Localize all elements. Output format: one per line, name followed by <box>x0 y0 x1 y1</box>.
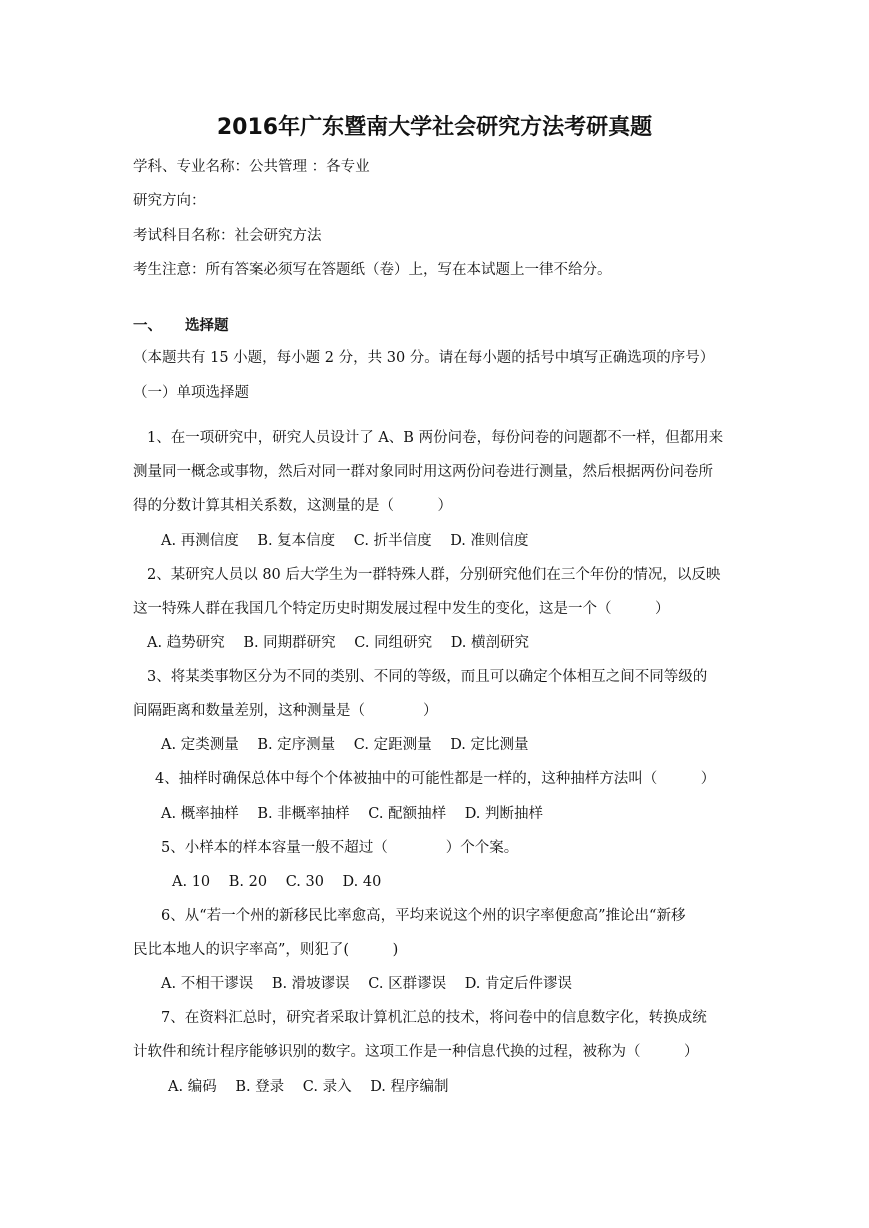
question-6-line-1: 6、从“若一个州的新移民比率愈高，平均来说这个州的识字率便愈高”推论出“新移 <box>161 908 686 924</box>
question-1-options <box>161 534 543 549</box>
option-b: B. 20 <box>228 874 268 890</box>
question-7-line-1: 7、在资料汇总时，研究者采取计算机汇总的技术，将问卷中的信息数字化，转换成统 <box>161 1010 707 1026</box>
option-b: B. 非概率抽样 <box>257 806 350 822</box>
question-6-line-2: 民比本地人的识字率高”，则犯了( ) <box>133 942 399 958</box>
option-b: B. 滑坡谬误 <box>271 976 350 992</box>
option-c: C. 配额抽样 <box>368 806 447 822</box>
option-b: B. 复本信度 <box>257 533 336 549</box>
option-d: D. 40 <box>342 874 382 890</box>
option-a: A. 定类测量 <box>161 737 239 753</box>
question-7-options <box>168 1080 463 1095</box>
option-c: C. 同组研究 <box>354 635 433 651</box>
question-5-options <box>172 875 395 890</box>
question-3-line-2: 间隔距离和数量差别，这种测量是（ ） <box>133 703 438 719</box>
option-b: B. 定序测量 <box>257 737 336 753</box>
header-direction: 研究方向： <box>133 193 206 209</box>
question-1-line-1: 1、在一项研究中，研究人员设计了 A、B 两份问卷，每份问卷的问题都不一样，但都用来 <box>147 430 724 446</box>
question-2-options <box>147 636 543 651</box>
header-notice: 考生注意：所有答案必须写在答题纸（卷）上，写在本试题上一律不给分。 <box>133 262 612 278</box>
option-d: D. 横剖研究 <box>450 635 530 651</box>
option-d: D. 肯定后件谬误 <box>464 976 573 992</box>
question-3-options <box>161 738 543 753</box>
question-4-line-1: 4、抽样时确保总体中每个个体被抽中的可能性都是一样的，这种抽样方法叫（ ） <box>155 771 716 787</box>
option-b: B. 登录 <box>235 1079 285 1095</box>
section-title: 选择题 <box>185 318 229 334</box>
option-a: A. 编码 <box>168 1079 217 1095</box>
question-1-line-2: 测量同一概念或事物，然后对同一群对象同时用这两份问卷进行测量，然后根据两份问卷所 <box>133 464 713 480</box>
option-b: B. 同期群研究 <box>243 635 336 651</box>
option-c: C. 区群谬误 <box>368 976 447 992</box>
option-c: C. 折半信度 <box>353 533 432 549</box>
question-5-line-1: 5、小样本的样本容量一般不超过（ ）个个案。 <box>161 840 519 856</box>
option-d: D. 判断抽样 <box>464 806 544 822</box>
option-a: A. 趋势研究 <box>147 635 225 651</box>
header-exam-name: 考试科目名称：社会研究方法 <box>133 228 322 244</box>
question-4-options <box>161 807 557 822</box>
option-c: C. 定距测量 <box>353 737 432 753</box>
question-6-options <box>161 977 586 992</box>
question-2-line-1: 2、某研究人员以 80 后大学生为一群特殊人群，分别研究他们在三个年份的情况，以反映 <box>147 567 721 583</box>
option-a: A. 概率抽样 <box>161 806 239 822</box>
section-number: 一、 <box>133 318 162 334</box>
question-3-line-1: 3、将某类事物区分为不同的类别、不同的等级，而且可以确定个体相互之间不同等级的 <box>147 669 708 685</box>
section-description: （本题共有 15 小题，每小题 2 分，共 30 分。请在每小题的括号中填写正确选项的序号） <box>133 350 715 366</box>
option-a: A. 再测信度 <box>161 533 239 549</box>
question-2-line-2: 这一特殊人群在我国几个特定历史时期发展过程中发生的变化，这是一个（ ） <box>133 601 670 617</box>
option-d: D. 程序编制 <box>370 1079 449 1095</box>
option-c: C. 30 <box>285 874 324 890</box>
question-1-line-3: 得的分数计算其相关系数，这测量的是（ ） <box>133 498 452 514</box>
option-d: D. 定比测量 <box>450 737 529 753</box>
header-subject: 学科、专业名称：公共管理 ：各专业 <box>133 159 370 175</box>
question-7-line-2: 计软件和统计程序能够识别的数字。这项工作是一种信息代换的过程，被称为（ ） <box>133 1044 699 1060</box>
option-c: C. 录入 <box>302 1079 352 1095</box>
document-title: 2016年广东暨南大学社会研究方法考研真题 <box>216 115 653 140</box>
option-d: D. 准则信度 <box>450 533 529 549</box>
section-subtitle: （一）单项选择题 <box>133 385 249 401</box>
option-a: A. 不相干谬误 <box>161 976 254 992</box>
option-a: A. 10 <box>172 874 211 890</box>
